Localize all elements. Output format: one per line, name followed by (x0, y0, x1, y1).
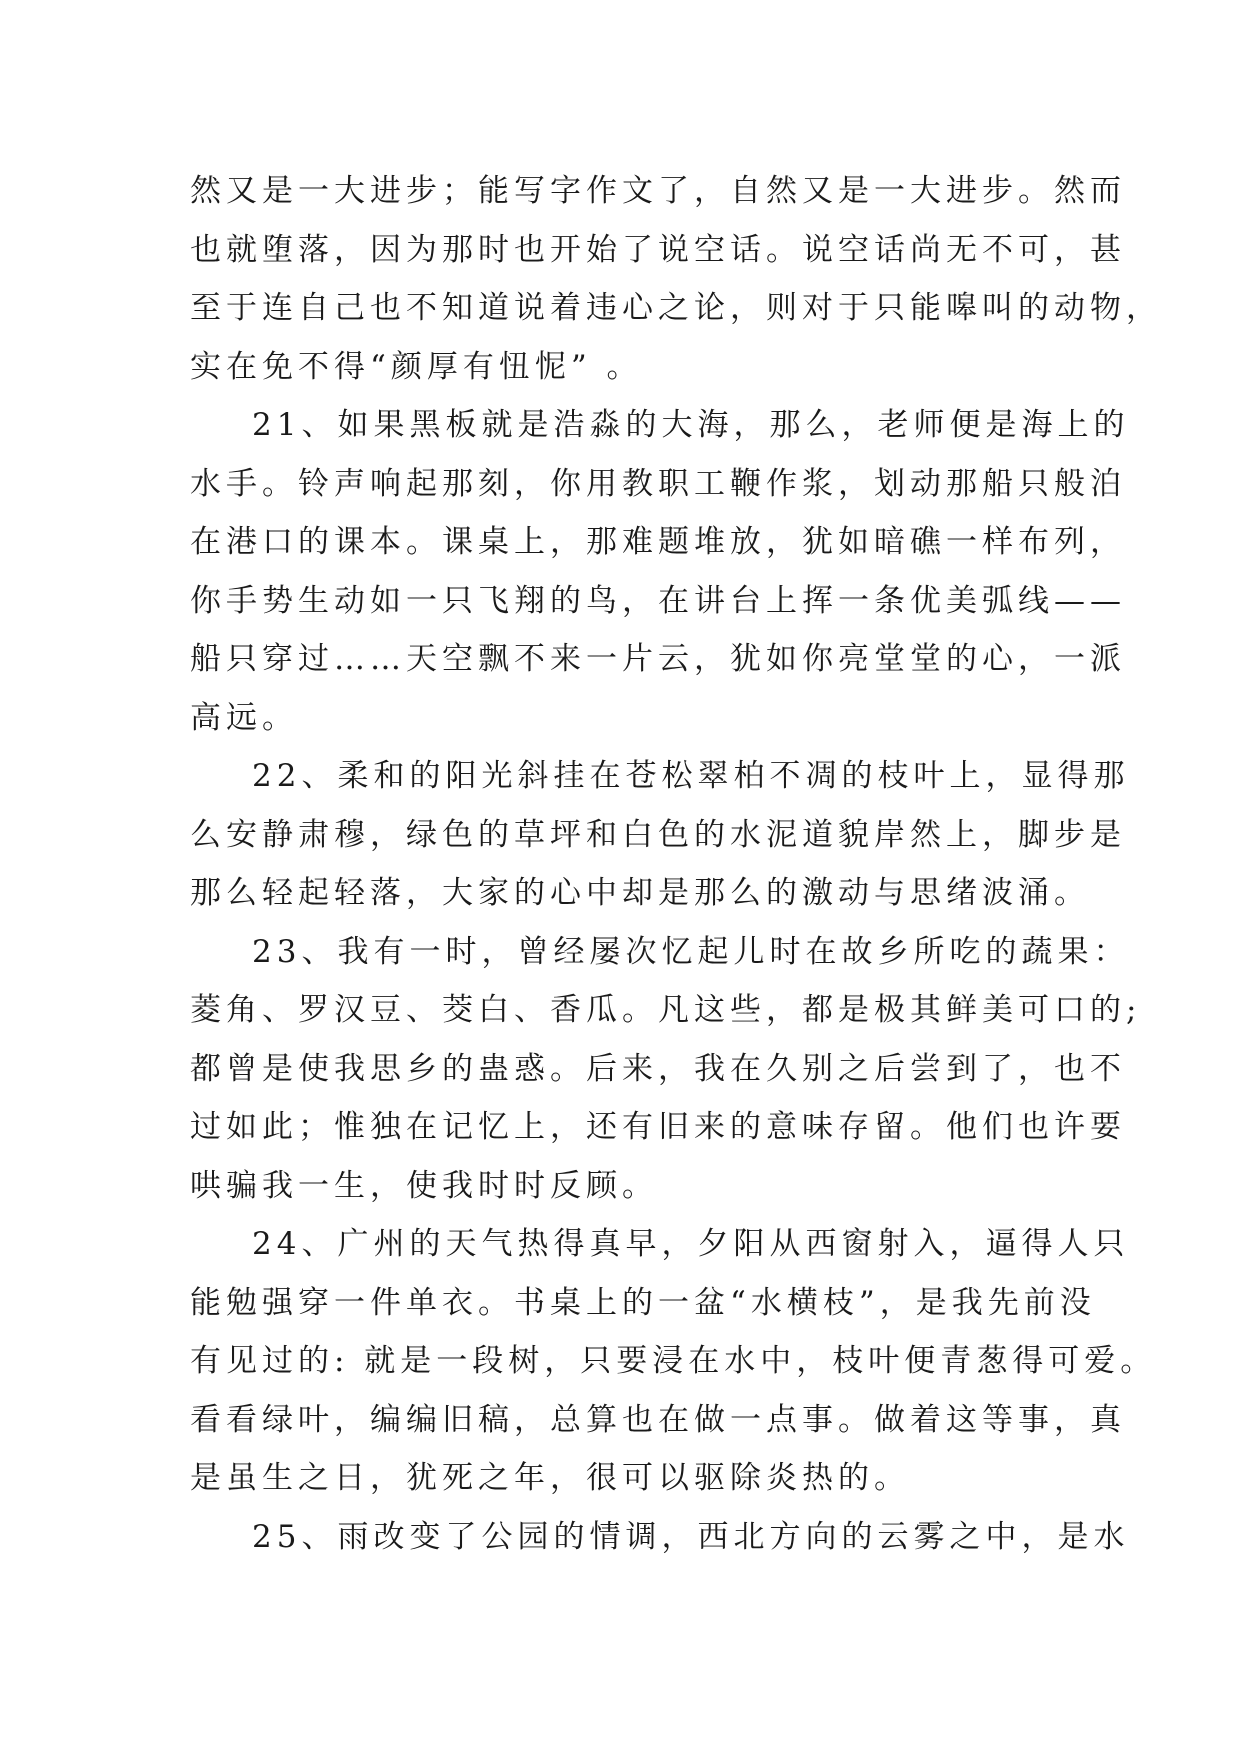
text-line: 那么轻起轻落，大家的心中却是那么的激动与思绪波涌。 (190, 875, 1090, 911)
paragraph-first-line: 21、如果黑板就是浩淼的大海，那么，老师便是海上的 (252, 407, 1130, 443)
text-line: 水手。铃声响起那刻，你用教职工鞭作浆，划动那船只般泊 (190, 465, 1126, 502)
text-line: 看看绿叶，编编旧稿，总算也在做一点事。做着这等事，真 (190, 1401, 1126, 1438)
paragraph-first-line: 24、广州的天气热得真早，夕阳从西窗射入，逼得人只 (252, 1226, 1130, 1262)
document-text (190, 162, 1162, 1566)
paragraph-first-line: 22、柔和的阳光斜挂在苍松翠柏不凋的枝叶上，显得那 (252, 758, 1130, 794)
text-line: 是虽生之日，犹死之年，很可以驱除炎热的。 (190, 1460, 910, 1496)
text-line: 哄骗我一生，使我时时反顾。 (190, 1167, 658, 1204)
text-line: 么安静肃穆，绿色的草坪和白色的水泥道貌岸然上，脚步是 (190, 816, 1126, 853)
text-line: 过如此；惟独在记忆上，还有旧来的意味存留。他们也许要 (190, 1109, 1126, 1145)
text-line: 高远。 (190, 699, 298, 736)
text-line: 至于连自己也不知道说着违心之论，则对于只能嗥叫的动物， (190, 290, 1162, 326)
text-line: 能勉强穿一件单衣。书桌上的一盆“水横枝”，是我先前没 (190, 1284, 1096, 1321)
paragraph-first-line: 23、我有一时，曾经屡次忆起儿时在故乡所吃的蔬果： (252, 933, 1130, 970)
text-line: 然又是一大进步；能写字作文了，自然又是一大进步。然而 (190, 173, 1126, 209)
text-line: 也就堕落，因为那时也开始了说空话。说空话尚无不可，甚 (190, 231, 1126, 268)
text-line: 在港口的课本。课桌上，那难题堆放，犹如暗礁一样布列， (190, 524, 1126, 560)
text-line: 船只穿过……天空飘不来一片云，犹如你亮堂堂的心，一派 (190, 641, 1126, 677)
paragraph-first-line: 25、雨改变了公园的情调，西北方向的云雾之中，是水 (252, 1518, 1130, 1555)
text-line: 都曾是使我思乡的蛊惑。后来，我在久别之后尝到了，也不 (190, 1050, 1126, 1087)
text-line: 你手势生动如一只飞翔的鸟，在讲台上挥一条优美弧线—— (190, 582, 1126, 619)
text-line: 菱角、罗汉豆、茭白、香瓜。凡这些，都是极其鲜美可口的; (190, 992, 1142, 1028)
text-line: 实在免不得“颜厚有忸怩” 。 (190, 348, 643, 385)
text-line: 有见过的: 就是一段树，只要浸在水中，枝叶便青葱得可爱。 (190, 1343, 1157, 1379)
